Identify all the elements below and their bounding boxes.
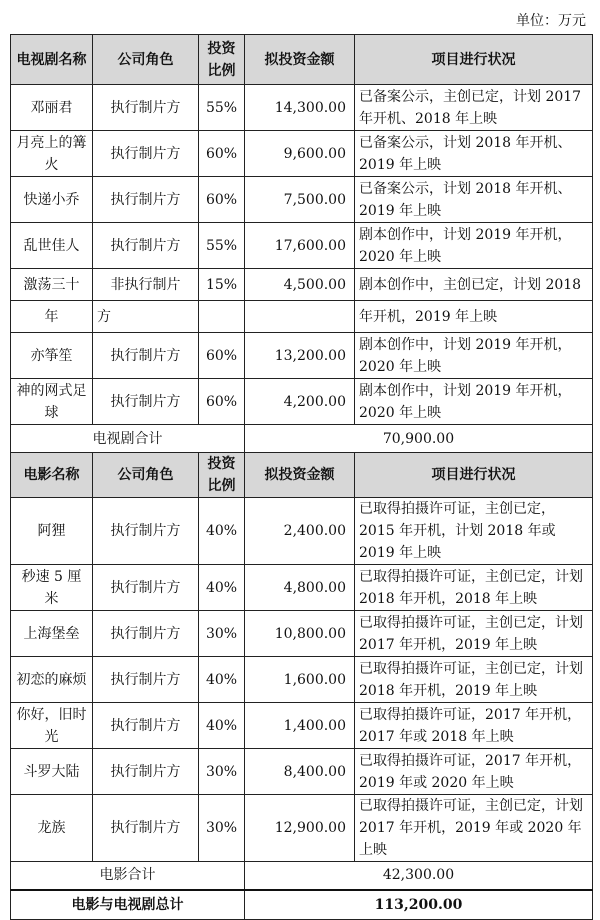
film-amount: 10,800.00 (245, 611, 355, 657)
table-row (11, 379, 593, 425)
tv-total-label: 电视剧合计 (11, 425, 245, 453)
tv-ratio: 60% (199, 333, 245, 379)
tv-ratio: 55% (199, 85, 245, 131)
film-ratio: 40% (199, 565, 245, 611)
film-name: 你好，旧时光 (11, 703, 93, 749)
film-header-row (11, 453, 593, 498)
film-role: 执行制片方 (93, 498, 199, 565)
tv-name: 激荡三十 (11, 269, 93, 301)
film-status: 已取得拍摄许可证，主创已定，2015 年开机，计划 2018 年或 2019 年上映 (355, 498, 593, 565)
tv-status: 已备案公示，计划 2018 年开机、2019 年上映 (355, 131, 593, 177)
tv-name: 年 (11, 301, 93, 333)
film-ratio: 30% (199, 795, 245, 862)
film-name: 阿狸 (11, 498, 93, 565)
tv-amount: 13,200.00 (245, 333, 355, 379)
film-name: 上海堡垒 (11, 611, 93, 657)
tv-total-row (11, 425, 593, 453)
film-name: 初恋的麻烦 (11, 657, 93, 703)
tv-name: 快递小乔 (11, 177, 93, 223)
tv-amount: 17,600.00 (245, 223, 355, 269)
film-amount: 1,400.00 (245, 703, 355, 749)
film-status: 已取得拍摄许可证，主创已定，计划 2018 年开机，2018 年上映 (355, 565, 593, 611)
unit-label: 单位：万元 (516, 13, 586, 29)
tv-header-ratio: 投资比例 (199, 35, 245, 85)
film-header-status: 项目进行状况 (355, 453, 593, 498)
tv-status: 已备案公示，计划 2018 年开机、2019 年上映 (355, 177, 593, 223)
film-total-amount: 42,300.00 (245, 862, 593, 890)
tv-amount: 4,500.00 (245, 269, 355, 301)
film-ratio: 30% (199, 611, 245, 657)
film-role: 执行制片方 (93, 611, 199, 657)
tv-status: 年开机，2019 年上映 (355, 301, 593, 333)
film-total-label: 电影合计 (11, 862, 245, 890)
film-role: 执行制片方 (93, 749, 199, 795)
tv-header-amount: 拟投资金额 (245, 35, 355, 85)
film-total-row (11, 862, 593, 890)
table-row (11, 301, 593, 333)
tv-name: 邓丽君 (11, 85, 93, 131)
tv-status: 剧本创作中，计划 2019 年开机，2020 年上映 (355, 379, 593, 425)
tv-ratio: 55% (199, 223, 245, 269)
film-status: 已取得拍摄许可证，主创已定，计划 2017 年开机，2019 年上映 (355, 611, 593, 657)
tv-amount: 7,500.00 (245, 177, 355, 223)
tv-ratio: 60% (199, 379, 245, 425)
film-amount: 8,400.00 (245, 749, 355, 795)
grand-total-label: 电影与电视剧总计 (11, 890, 245, 920)
tv-name: 月亮上的篝火 (11, 131, 93, 177)
film-status: 已取得拍摄许可证，2017 年开机，2019 年或 2020 年上映 (355, 749, 593, 795)
tv-ratio (199, 301, 245, 333)
tv-amount: 4,200.00 (245, 379, 355, 425)
film-amount: 12,900.00 (245, 795, 355, 862)
film-role: 执行制片方 (93, 703, 199, 749)
tv-header-status: 项目进行状况 (355, 35, 593, 85)
tv-amount (245, 301, 355, 333)
film-amount: 2,400.00 (245, 498, 355, 565)
tv-role: 方 (93, 301, 199, 333)
table-row (11, 703, 593, 749)
tv-name: 乱世佳人 (11, 223, 93, 269)
film-header-role: 公司角色 (93, 453, 199, 498)
tv-role: 执行制片方 (93, 333, 199, 379)
film-header-amount: 拟投资金额 (245, 453, 355, 498)
table-row (11, 795, 593, 862)
film-role: 执行制片方 (93, 657, 199, 703)
investment-table (10, 34, 593, 920)
table-row (11, 177, 593, 223)
table-row (11, 498, 593, 565)
table-row (11, 223, 593, 269)
tv-role: 非执行制片 (93, 269, 199, 301)
film-ratio: 40% (199, 657, 245, 703)
grand-total-amount: 113,200.00 (245, 890, 593, 920)
tv-ratio: 15% (199, 269, 245, 301)
grand-total-row (11, 890, 593, 920)
tv-status: 剧本创作中，主创已定，计划 2018 (355, 269, 593, 301)
tv-role: 执行制片方 (93, 177, 199, 223)
film-header-name: 电影名称 (11, 453, 93, 498)
table-row (11, 333, 593, 379)
tv-role: 执行制片方 (93, 223, 199, 269)
table-row (11, 85, 593, 131)
film-name: 龙族 (11, 795, 93, 862)
tv-status: 剧本创作中，计划 2019 年开机，2020 年上映 (355, 223, 593, 269)
tv-header-name: 电视剧名称 (11, 35, 93, 85)
film-role: 执行制片方 (93, 565, 199, 611)
film-status: 已取得拍摄许可证，主创已定，计划 2017 年开机，2019 年或 2020 年上映 (355, 795, 593, 862)
tv-header-row (11, 35, 593, 85)
film-amount: 1,600.00 (245, 657, 355, 703)
tv-role: 执行制片方 (93, 85, 199, 131)
tv-ratio: 60% (199, 131, 245, 177)
film-name: 秒速 5 厘米 (11, 565, 93, 611)
film-amount: 4,800.00 (245, 565, 355, 611)
tv-role: 执行制片方 (93, 131, 199, 177)
film-status: 已取得拍摄许可证，2017 年开机，2017 年或 2018 年上映 (355, 703, 593, 749)
table-row (11, 565, 593, 611)
tv-role: 执行制片方 (93, 379, 199, 425)
table-row (11, 657, 593, 703)
table-row (11, 749, 593, 795)
tv-name: 神的网式足球 (11, 379, 93, 425)
film-status: 已取得拍摄许可证，主创已定，计划 2018 年开机，2019 年上映 (355, 657, 593, 703)
film-ratio: 40% (199, 498, 245, 565)
table-row (11, 611, 593, 657)
film-header-ratio: 投资比例 (199, 453, 245, 498)
table-row (11, 269, 593, 301)
tv-status: 已备案公示，主创已定，计划 2017 年开机、2018 年上映 (355, 85, 593, 131)
film-ratio: 30% (199, 749, 245, 795)
tv-name: 亦筝笙 (11, 333, 93, 379)
tv-status: 剧本创作中，计划 2019 年开机，2020 年上映 (355, 333, 593, 379)
tv-amount: 9,600.00 (245, 131, 355, 177)
tv-header-role: 公司角色 (93, 35, 199, 85)
tv-amount: 14,300.00 (245, 85, 355, 131)
table-row (11, 131, 593, 177)
film-role: 执行制片方 (93, 795, 199, 862)
tv-ratio: 60% (199, 177, 245, 223)
tv-total-amount: 70,900.00 (245, 425, 593, 453)
film-ratio: 40% (199, 703, 245, 749)
film-name: 斗罗大陆 (11, 749, 93, 795)
